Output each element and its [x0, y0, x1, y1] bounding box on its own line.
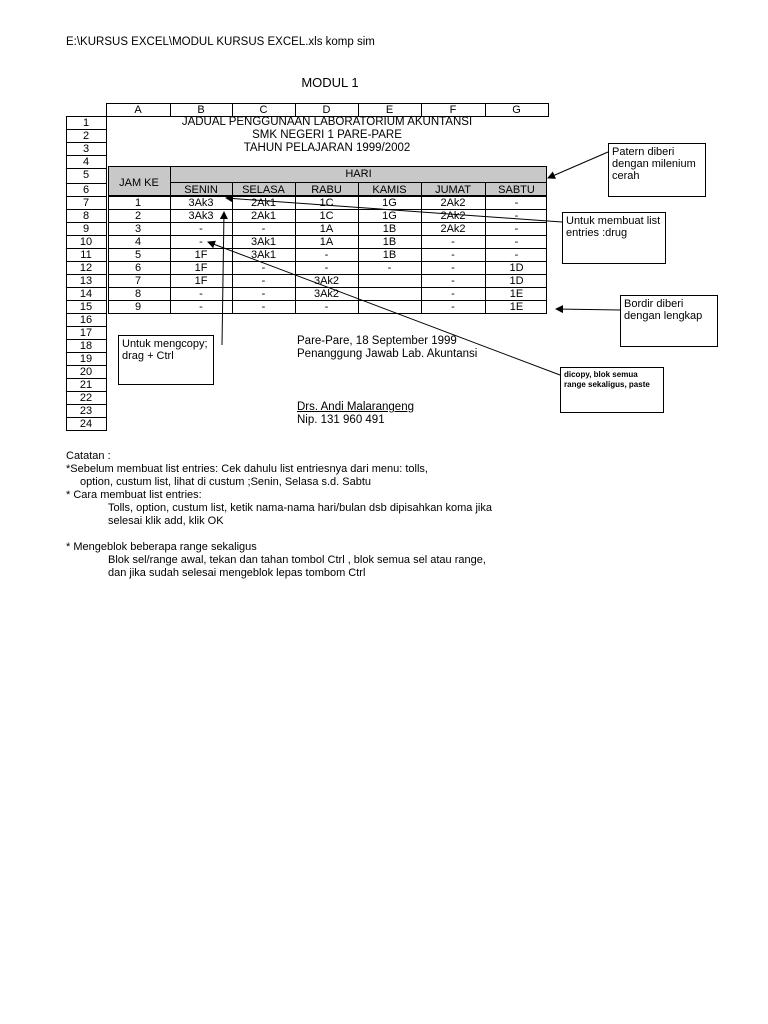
row-header[interactable]: 7 — [82, 197, 90, 209]
column-header[interactable]: C — [259, 104, 268, 116]
table-cell[interactable]: 1G — [382, 210, 397, 222]
table-cell[interactable]: 1F — [194, 262, 208, 274]
table-cell[interactable]: - — [324, 262, 329, 274]
note-line: * Mengeblok beberapa range sekaligus — [66, 541, 257, 553]
signature-nip: Nip. 131 960 491 — [297, 414, 385, 426]
file-path: E:\KURSUS EXCEL\MODUL KURSUS EXCEL.xls komp sim — [66, 36, 375, 48]
hari-label: HARI — [345, 168, 372, 180]
column-header[interactable]: F — [449, 104, 457, 116]
table-cell[interactable]: 3Ak3 — [188, 197, 214, 209]
note-line: selesai klik add, klik OK — [108, 515, 224, 527]
sheet-title-line: SMK NEGERI 1 PARE-PARE — [252, 129, 402, 141]
table-cell[interactable]: 8 — [134, 288, 142, 300]
callout-border: Bordir diberi dengan lengkap — [620, 295, 718, 347]
day-header: SENIN — [184, 184, 218, 196]
sheet-title-line: TAHUN PELAJARAN 1999/2002 — [243, 142, 411, 154]
row-header[interactable]: 15 — [79, 301, 93, 313]
note-line: * Cara membuat list entries: — [66, 489, 202, 501]
table-cell[interactable]: 1D — [509, 275, 524, 287]
table-cell[interactable]: - — [261, 262, 266, 274]
table-cell[interactable]: 1B — [382, 249, 397, 261]
table-cell[interactable]: 1G — [382, 197, 397, 209]
table-cell[interactable]: - — [324, 301, 329, 313]
table-cell[interactable]: 3Ak1 — [250, 236, 277, 248]
table-cell[interactable]: 1D — [509, 262, 524, 274]
table-cell[interactable]: 9 — [134, 301, 142, 313]
row-header[interactable]: 21 — [79, 379, 93, 391]
row-header[interactable]: 11 — [80, 249, 92, 261]
table-cell[interactable]: 2Ak1 — [250, 197, 277, 209]
arrow-border — [556, 309, 620, 310]
row-header[interactable]: 14 — [79, 288, 93, 300]
row-header[interactable]: 16 — [79, 314, 93, 326]
callout-pattern: Patern diberi dengan milenium cerah — [608, 143, 706, 197]
table-cell[interactable]: - — [199, 301, 203, 313]
table-cell[interactable]: 4 — [134, 236, 142, 248]
table-cell[interactable]: - — [514, 210, 519, 222]
row-header[interactable]: 22 — [79, 392, 93, 404]
day-header: JUMAT — [435, 184, 471, 196]
table-cell[interactable]: 3Ak2 — [313, 288, 340, 300]
column-header[interactable]: A — [134, 104, 142, 116]
table-cell[interactable]: 1B — [382, 236, 397, 248]
row-header[interactable]: 24 — [79, 418, 93, 430]
table-cell[interactable]: 1F — [194, 249, 208, 261]
day-header: KAMIS — [372, 184, 407, 196]
table-cell[interactable]: 7 — [134, 275, 142, 287]
jam-ke-label: JAM KE — [119, 177, 159, 189]
column-header[interactable]: G — [512, 104, 521, 116]
day-header: SABTU — [498, 184, 535, 196]
table-cell[interactable]: - — [451, 301, 455, 313]
table-cell[interactable]: - — [451, 288, 455, 300]
arrow-copy — [222, 212, 224, 345]
table-cell[interactable]: - — [261, 275, 266, 287]
table-cell[interactable]: - — [451, 236, 455, 248]
row-header[interactable]: 13 — [79, 275, 93, 287]
callout-block: dicopy, blok semua range sekaligus, paste — [560, 367, 664, 413]
row-header[interactable]: 6 — [82, 184, 90, 196]
table-cell[interactable]: - — [261, 223, 266, 235]
table-cell[interactable]: - — [261, 301, 266, 313]
row-header[interactable]: 4 — [82, 156, 90, 168]
table-cell[interactable]: 1E — [509, 301, 524, 313]
table-cell[interactable]: 1 — [134, 197, 142, 209]
table-cell[interactable]: 1E — [509, 288, 524, 300]
row-header[interactable]: 3 — [82, 143, 90, 155]
table-cell[interactable]: - — [514, 223, 519, 235]
row-header[interactable]: 2 — [82, 130, 90, 142]
row-header[interactable]: 20 — [79, 366, 93, 378]
row-header[interactable]: 17 — [79, 327, 93, 339]
table-cell[interactable]: 2Ak1 — [250, 210, 277, 222]
row-header[interactable]: 12 — [79, 262, 93, 274]
signature-name: Drs. Andi Malarangeng — [297, 401, 414, 413]
row-header[interactable]: 1 — [82, 117, 90, 129]
table-cell[interactable]: - — [387, 262, 392, 274]
table-cell[interactable]: 2Ak2 — [440, 223, 466, 235]
note-line: dan jika sudah selesai mengeblok lepas tombom Ctrl — [108, 567, 366, 579]
day-header: SELASA — [242, 184, 285, 196]
column-header[interactable]: E — [385, 104, 394, 116]
note-line: Tolls, option, custum list, ketik nama-nama hari/bulan dsb dipisahkan koma jika — [108, 502, 492, 514]
row-header[interactable]: 9 — [82, 223, 90, 235]
table-cell[interactable]: 5 — [134, 249, 142, 261]
table-cell[interactable]: - — [324, 249, 329, 261]
table-cell[interactable]: 3Ak1 — [250, 249, 277, 261]
callout-list-entries: Untuk membuat list entries :drug — [562, 212, 666, 264]
note-line: option, custum list, lihat di custum ;Senin, Selasa s.d. Sabtu — [80, 476, 372, 488]
table-cell[interactable]: 1A — [319, 236, 334, 248]
table-cell[interactable]: 6 — [134, 262, 142, 274]
note-line: Blok sel/range awal, tekan dan tahan tombol Ctrl , blok semua sel atau range, — [108, 554, 486, 566]
table-cell[interactable]: - — [451, 249, 455, 261]
callout-copy: Untuk mengcopy; drag + Ctrl — [118, 335, 214, 385]
row-header[interactable]: 19 — [79, 353, 93, 365]
table-cell[interactable]: - — [514, 236, 519, 248]
day-header: RABU — [311, 184, 342, 196]
row-header[interactable]: 10 — [79, 236, 93, 248]
table-cell[interactable]: 2 — [134, 210, 142, 222]
table-cell[interactable]: 2Ak2 — [440, 197, 466, 209]
table-cell[interactable]: - — [451, 275, 455, 287]
arrow-block — [208, 242, 560, 375]
table-cell[interactable]: 1B — [382, 223, 397, 235]
page-title: MODUL 1 — [301, 75, 359, 90]
signature-role: Penanggung Jawab Lab. Akuntansi — [297, 348, 478, 360]
table-cell[interactable]: 1C — [319, 210, 334, 222]
arrow-list-entries — [226, 198, 562, 222]
column-header[interactable]: B — [197, 104, 205, 116]
table-cell[interactable]: - — [514, 249, 519, 261]
table-cell[interactable]: - — [514, 197, 519, 209]
table-cell[interactable]: 1F — [194, 275, 208, 287]
signature-place-date: Pare-Pare, 18 September 1999 — [297, 335, 457, 347]
table-cell[interactable]: 3Ak3 — [188, 210, 214, 222]
row-header[interactable]: 8 — [82, 210, 90, 222]
table-cell[interactable]: - — [199, 288, 203, 300]
table-cell[interactable]: 3Ak2 — [313, 275, 340, 287]
table-cell[interactable]: 2Ak2 — [440, 210, 466, 222]
column-header[interactable]: D — [322, 104, 331, 116]
table-cell[interactable]: 3 — [134, 223, 142, 235]
table-cell[interactable]: - — [199, 236, 203, 248]
table-cell[interactable]: - — [199, 223, 203, 235]
sheet-title-line: JADUAL PENGGUNAAN LABORATORIUM AKUNTANSI — [181, 116, 473, 128]
table-cell[interactable]: - — [261, 288, 266, 300]
row-header[interactable]: 5 — [82, 169, 90, 181]
table-cell[interactable]: - — [451, 262, 455, 274]
row-header[interactable]: 23 — [79, 405, 93, 417]
table-cell[interactable]: 1A — [319, 223, 334, 235]
arrow-pattern — [548, 152, 608, 178]
notes-heading: Catatan : — [66, 450, 111, 462]
note-line: *Sebelum membuat list entries: Cek dahulu list entriesnya dari menu: tolls, — [66, 463, 428, 475]
table-cell[interactable]: 1C — [319, 197, 334, 209]
row-header[interactable]: 18 — [79, 340, 93, 352]
